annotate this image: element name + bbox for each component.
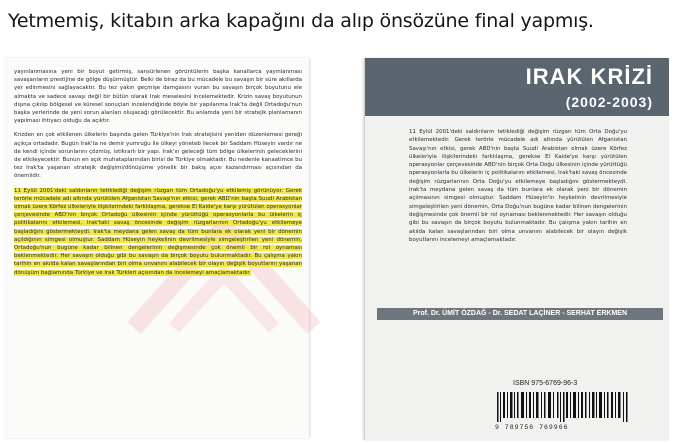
post-caption: Yetmemiş, kitabın arka kapağını da alıp önsözüne final yapmış.: [8, 10, 594, 32]
page-paragraph-1: yayınlanmasına yeni bir boyut getirmiş, sansürlenen görüntülerin başka kanallarca yayınlanması savaşanların prestijine de gölge düşürmüştür. Belki de biraz da bu mücadele bu savaşın bir süre akıllarda yer edinmesini sağlayacaktır. Bu tez yakın geçmişe damgasını vuran bu savaşın birçok boyutunu ele almakta ve sadece savaşı değil bir bütün olarak Irak meselesini incelemektedir. Krizin savaş boyutunun dışına çıkılıp bölgesel ve küresel sonuçları incelendiğinde böyle bir yapılanma Irak'ta değil Ortadoğu'nun başka yerlerinde de yeni sorun alanları oluşacağı görülecektir. Bu anlamda yeni bir stratejik planlamanın yapılması ihtiyacı olduğu da açıktır.: [14, 69, 302, 125]
cover-blurb: 11 Eylül 2001'deki saldırıların tetiklediği değişim rüzgarı tüm Orta Doğu'yu etkilemektedir. Gerek terörle mücadele adı altında yürütülen Afganistan Savaşı'nın etkisi, gerek ABD'nin başta Suudi Arabistan olmak üzere Körfez ülkeleriyle ilişkilerindeki farklılaşma, gerekse El Kaide'ye karşı yürütülen operasyonlar çerçevesinde ABD'nin birçok Orta Doğu ülkesinin içinde yürüttüğü operasyonlarla bu ülkelerin iç politikalarını etkilemesi, Irak'taki savaş öncesinde değişim rüzgarlarının Orta Doğu'yu etkilemeye başladığını göstermekteydi. Irak'ta meydana gelen savaş da tüm bunlara ek olarak yeni bir dönemin açılmasının simgesi olmuştur. Saddam Hüseyin'in heykelinin devrilmesiyle simgeleştirilen yeni dönemin, Orta Doğu'nun bugüne kadar bilinen dengelerinin değişmesinde çok önemli bir rol oynaması beklenmektedir. Her savaşın olduğu gibi bu savaşın da birçok boyutu bulunmaktadır. Bu çalışma yakın tarihin en akılda kalan savaşlarından biri olma unvanını alabilecek bir olayın değişik boyutlarını incelemeyi amaçlamaktadır.: [409, 129, 627, 243]
author-band: Prof. Dr. ÜMİT ÖZDAĞ - Dr. SEDAT LAÇİNER - SERHAT ERKMEN: [377, 308, 663, 320]
highlighted-text: 11 Eylül 2001'deki saldırıların tetiklediği değişim rüzgarı tüm Ortadoğu'yu etkilemiş görünüyor. Gerek terörle mücadele adı altında yürütülen Afganistan Savaşı'nın etkisi, gerek ABD'nin başta Suudi Arabistan olmak üzere Körfez ülkeleriyle ilişkilerindeki farklılaşma, gerekse El Kaide'ye karşı yürütülen operasyonlar çerçevesinde ABD'nin birçok Ortadoğu ülkesinin içinde yürüttüğü operasyonlarla bu ülkelerin iç politikalarını etkilemesi, Irak'taki savaş öncesinde değişim rüzgarlarının Ortadoğu'yu etkilemeye başladığını göstermekteydi. Irak'ta meydana gelen savaş da tüm bunlara ek olarak yeni bir dönemin açıldığının simgesi olmuştur. Saddam Hüseyin heykelinin devrilmesiyle simgeleştirilen yeni dönemin, Ortadoğu'nun bugüne kadar bilinen dengelerinin değişmesinde çok önemli bir rol oynaması beklenmektedir. Her savaşın olduğu gibi bu savaşın da birçok boyutu bulunmaktadır. Bu çalışma yakın tarihin en akılda kalan savaşlarından biri olma unvanını alabilecek bir olayın değişik boyutlarını yaşanan dönüşüm bağlamında Türkiye ve Irak Türkleri açısından da incelemeyi amaçlamaktadır.: [14, 187, 302, 276]
cover-years: (2002-2003): [565, 94, 653, 110]
barcode-icon: [497, 392, 629, 422]
book-page-scan: [4, 58, 309, 438]
barcode-number: 9 789756 769966: [495, 424, 569, 431]
page-text: [14, 68, 302, 283]
isbn-label: ISBN 975-6769-96-3: [513, 380, 578, 387]
page-paragraph-2: Krizden en çok etkilenen ülkelerin başında gelen Türkiye'nin Irak stratejisini yeniden düzenlemesi gereği açıkça ortadadır. Bugün Irak'ta ne demir yumruğu ile ülkeyi yöneteb ilecek bir Saddam Hüseyin vardır ne de kendi içinde sorunlarını çözmüş, istikrarlı bir yapı. Irak'ın geleceği tüm bölge ülkelerinin geleceklerini de etkileyecektir. Bunun en açık muhataplarından birisi de Türkiye olmaktadır. Bu nedenle kanaatimce bu tez Irak'ta yaşanan stratejik değişimi/dönüşüme yönelik bir bakış açısı kazandırması açısından da önemlidir.: [14, 132, 302, 180]
cover-title: IRAK KRİZİ: [525, 64, 653, 89]
book-back-cover: [364, 58, 669, 440]
page-paragraph-3-highlighted: [14, 187, 302, 277]
